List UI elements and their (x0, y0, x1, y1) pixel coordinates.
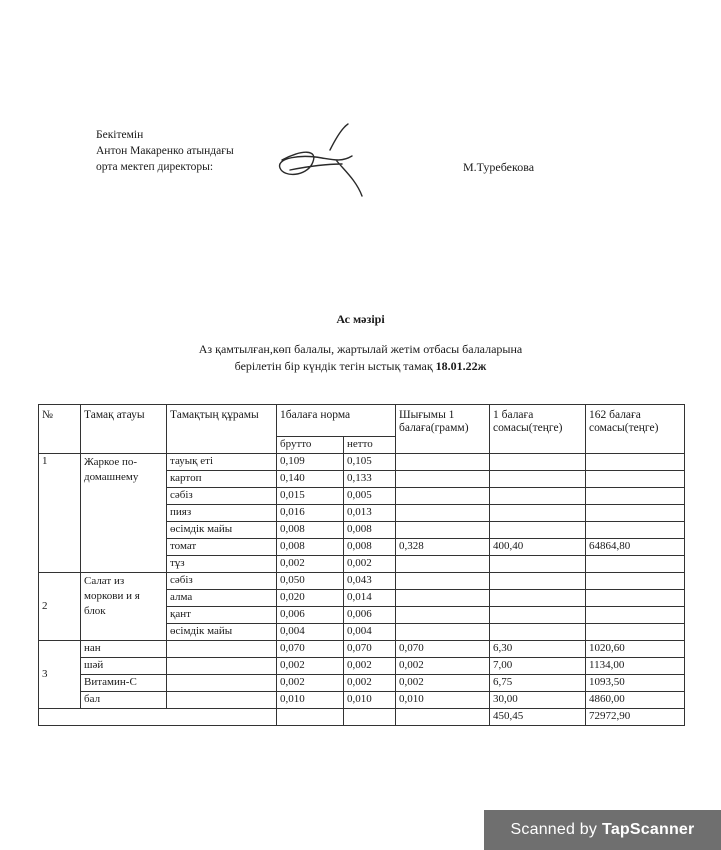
brutto-value: 0,050 (277, 573, 344, 590)
header-yield: Шығымы 1 балаға(грамм) (396, 405, 490, 454)
dish-name: бал (81, 692, 167, 709)
signature-image (270, 120, 390, 200)
ingredient (167, 692, 277, 709)
table-row (39, 658, 685, 675)
cost-one-value (490, 454, 586, 471)
ingredient: пияз (167, 505, 277, 522)
yield-value: 0,010 (396, 692, 490, 709)
table-row (39, 641, 685, 658)
cost-total-value: 1134,00 (586, 658, 685, 675)
yield-value (396, 505, 490, 522)
cost-total-value (586, 488, 685, 505)
table-row (39, 675, 685, 692)
netto-value: 0,010 (344, 692, 396, 709)
approval-line-1: Бекітемін (96, 129, 144, 141)
yield-value (396, 488, 490, 505)
cost-total-value (586, 471, 685, 488)
netto-value: 0,006 (344, 607, 396, 624)
brutto-value: 0,008 (277, 522, 344, 539)
subtitle-line-1: Аз қамтылған,көп балалы, жартылай жетім отбасы балаларына (198, 342, 523, 356)
yield-value (396, 556, 490, 573)
netto-value: 0,008 (344, 522, 396, 539)
netto-value: 0,013 (344, 505, 396, 522)
brutto-value: 0,006 (277, 607, 344, 624)
header-composition: Тамақтың құрамы (167, 405, 277, 454)
totals-empty-cell (396, 709, 490, 726)
brutto-value: 0,016 (277, 505, 344, 522)
ingredient: тұз (167, 556, 277, 573)
yield-value: 0,002 (396, 675, 490, 692)
cost-one-value (490, 590, 586, 607)
cost-total-value: 1020,60 (586, 641, 685, 658)
brutto-value: 0,002 (277, 675, 344, 692)
totals-row (39, 709, 685, 726)
director-name: М.Туребекова (463, 160, 535, 174)
netto-value: 0,008 (344, 539, 396, 556)
approval-line-3: орта мектеп директоры: (96, 161, 214, 173)
netto-value: 0,070 (344, 641, 396, 658)
table-row (39, 454, 685, 471)
dish-name: Жаркое по-домашнему (81, 454, 167, 573)
cost-total-value (586, 590, 685, 607)
header-cost-total: 162 балаға сомасы(теңге) (586, 405, 685, 454)
netto-value: 0,005 (344, 488, 396, 505)
header-dish-name: Тамақ атауы (81, 405, 167, 454)
cost-total-value (586, 522, 685, 539)
cost-one-value (490, 471, 586, 488)
cost-one-value: 30,00 (490, 692, 586, 709)
group-num: 1 (39, 454, 81, 573)
ingredient: томат (167, 539, 277, 556)
cost-one-value (490, 488, 586, 505)
header-norm: 1балаға норма (277, 405, 396, 437)
yield-value (396, 454, 490, 471)
dish-name: шәй (81, 658, 167, 675)
menu-date: 18.01.22ж (435, 359, 487, 373)
cost-total-value (586, 624, 685, 641)
yield-value (396, 624, 490, 641)
yield-value: 0,002 (396, 658, 490, 675)
cost-one-value: 7,00 (490, 658, 586, 675)
total-cost-total: 72972,90 (586, 709, 685, 726)
approval-line-2: Антон Макаренко атындағы (96, 145, 234, 157)
yield-value (396, 607, 490, 624)
netto-value: 0,133 (344, 471, 396, 488)
header-cost-one: 1 балаға сомасы(теңге) (490, 405, 586, 454)
cost-total-value: 64864,80 (586, 539, 685, 556)
netto-value: 0,002 (344, 658, 396, 675)
ingredient: сәбіз (167, 488, 277, 505)
approval-block (96, 127, 234, 175)
table-header-row (39, 405, 685, 437)
header-num: № (39, 405, 81, 454)
netto-value: 0,105 (344, 454, 396, 471)
brutto-value: 0,008 (277, 539, 344, 556)
cost-one-value (490, 505, 586, 522)
brutto-value: 0,140 (277, 471, 344, 488)
brutto-value: 0,020 (277, 590, 344, 607)
yield-value: 0,328 (396, 539, 490, 556)
cost-total-value (586, 556, 685, 573)
netto-value: 0,043 (344, 573, 396, 590)
totals-label-cell (39, 709, 277, 726)
scanner-badge (484, 810, 721, 850)
yield-value (396, 522, 490, 539)
netto-value: 0,002 (344, 675, 396, 692)
brutto-value: 0,010 (277, 692, 344, 709)
total-cost-one: 450,45 (490, 709, 586, 726)
ingredient (167, 641, 277, 658)
table-row (39, 692, 685, 709)
dish-name: нан (81, 641, 167, 658)
cost-total-value: 4860,00 (586, 692, 685, 709)
brutto-value: 0,002 (277, 556, 344, 573)
ingredient: сәбіз (167, 573, 277, 590)
totals-empty-cell (277, 709, 344, 726)
cost-one-value (490, 556, 586, 573)
document-subtitle (0, 341, 721, 375)
ingredient: алма (167, 590, 277, 607)
header-netto: нетто (344, 437, 396, 454)
ingredient: қант (167, 607, 277, 624)
cost-one-value: 6,75 (490, 675, 586, 692)
cost-total-value (586, 454, 685, 471)
scanner-badge-prefix: Scanned by (510, 821, 598, 838)
scanner-badge-brand: TapScanner (602, 821, 695, 838)
group-num: 3 (39, 641, 81, 709)
netto-value: 0,002 (344, 556, 396, 573)
yield-value (396, 590, 490, 607)
netto-value: 0,004 (344, 624, 396, 641)
ingredient: картоп (167, 471, 277, 488)
subtitle-line-2: берілетін бір күндік тегін ыстық тамақ (234, 359, 433, 373)
ingredient (167, 658, 277, 675)
document-title: Ас мәзірі (336, 312, 385, 326)
cost-total-value (586, 505, 685, 522)
cost-one-value (490, 522, 586, 539)
yield-value (396, 573, 490, 590)
cost-total-value: 1093,50 (586, 675, 685, 692)
header-brutto: брутто (277, 437, 344, 454)
cost-one-value (490, 573, 586, 590)
yield-value: 0,070 (396, 641, 490, 658)
cost-total-value (586, 573, 685, 590)
cost-total-value (586, 607, 685, 624)
table-row (39, 573, 685, 590)
brutto-value: 0,002 (277, 658, 344, 675)
brutto-value: 0,004 (277, 624, 344, 641)
group-num: 2 (39, 573, 81, 641)
brutto-value: 0,015 (277, 488, 344, 505)
dish-name: Салат из моркови и я блок (81, 573, 167, 641)
ingredient: тауық еті (167, 454, 277, 471)
dish-name: Витамин-С (81, 675, 167, 692)
brutto-value: 0,070 (277, 641, 344, 658)
brutto-value: 0,109 (277, 454, 344, 471)
netto-value: 0,014 (344, 590, 396, 607)
totals-empty-cell (344, 709, 396, 726)
ingredient (167, 675, 277, 692)
ingredient: өсімдік майы (167, 522, 277, 539)
cost-one-value: 6,30 (490, 641, 586, 658)
cost-one-value (490, 607, 586, 624)
ingredient: өсімдік майы (167, 624, 277, 641)
yield-value (396, 471, 490, 488)
cost-one-value: 400,40 (490, 539, 586, 556)
menu-table (38, 404, 685, 726)
cost-one-value (490, 624, 586, 641)
